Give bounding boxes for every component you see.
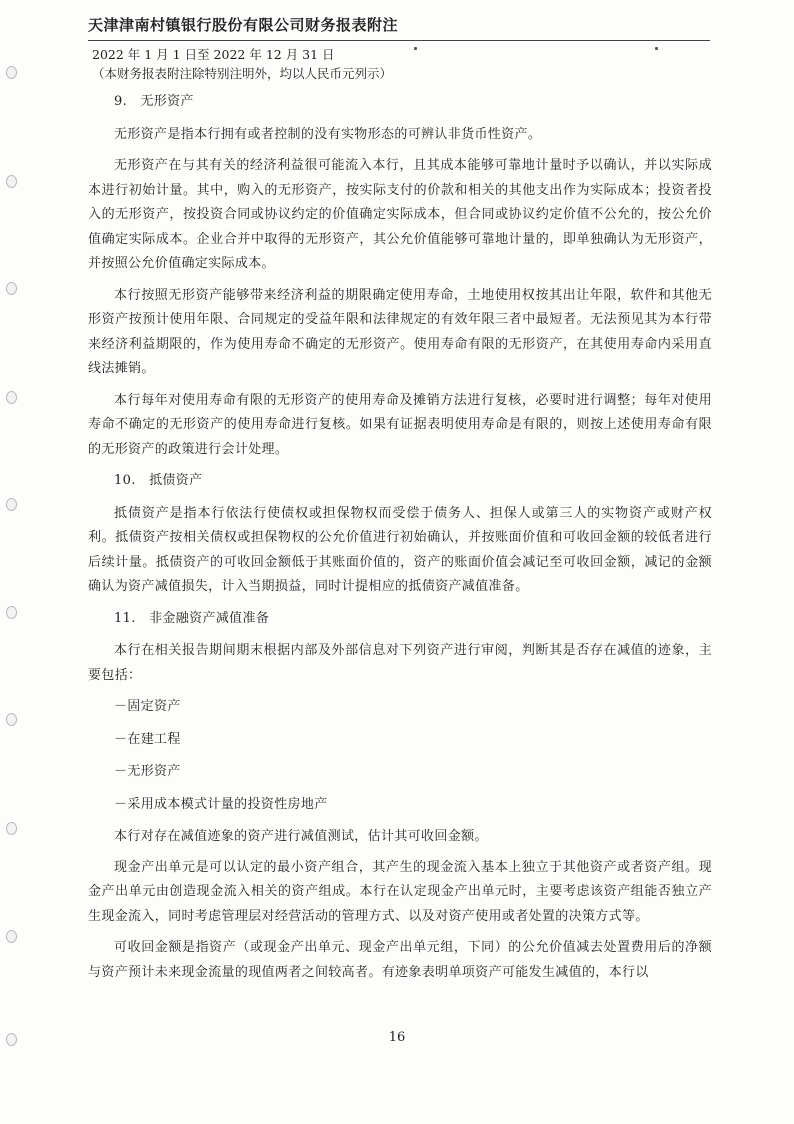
punch-hole-icon — [6, 822, 17, 835]
currency-note: （本财务报表附注除特别注明外，均以人民币元列示） — [92, 66, 393, 81]
punch-hole-icon — [6, 606, 17, 619]
header-divider — [88, 40, 710, 41]
paragraph: 本行对存在减值迹象的资产进行减值测试，估计其可收回金额。 — [114, 829, 488, 844]
scan-speck — [414, 47, 417, 50]
paragraph: 现金产出单元是可以认定的最小资产组合，其产生的现金流入基本上独立于其他资产或者资产组。现金产出单元由创造现金流入相关的资产组成。本行在认定现金产出单元时，主要考虑该资产组能否独立产生现金流入，同时考虑管理层对经营活动的管理方式、以及对资产使用或者处置的决策方式等。 — [88, 859, 712, 924]
punch-hole-icon — [6, 282, 17, 295]
punch-hole-icon — [6, 175, 17, 188]
punch-hole-icon — [6, 66, 17, 79]
list-item: －无形资产 — [114, 764, 181, 779]
report-header — [88, 14, 708, 36]
report-period: 2022 年 1 月 1 日至 2022 年 12 月 31 日 — [92, 47, 335, 62]
report-title: 天津津南村镇银行股份有限公司财务报表附注 — [88, 16, 399, 34]
list-item: －在建工程 — [114, 731, 181, 747]
punch-hole-icon — [6, 498, 17, 511]
paragraph: 本行按照无形资产能够带来经济利益的期限确定使用寿命，土地使用权按其出让年限，软件和其他无形资产按预计使用年限、合同规定的受益年限和法律规定的有效年限三者中最短者。无法预见其为本行带来经济利益期限的，作为使用寿命不确定的无形资产。使用寿命有限的无形资产，在其使用寿命内采用直线法摊销。 — [88, 287, 712, 376]
document-body — [88, 90, 712, 992]
punch-hole-icon — [6, 391, 17, 404]
page-number: 16 — [388, 1030, 406, 1045]
paragraph: 抵债资产是指本行依法行使债权或担保物权而受偿于债务人、担保人或第三人的实物资产或财产权利。抵债资产按相关债权或担保物权的公允价值进行初始确认，并按账面价值和可收回金额的较低者进行后续计量。抵债资产的可收回金额低于其账面价值的，资产的账面价值会减记至可收回金额，减记的金额确认为资产减值损失，计入当期损益，同时计提相应的抵债资产减值准备。 — [88, 505, 712, 594]
list-item: －固定资产 — [114, 699, 181, 714]
paragraph: 无形资产是指本行拥有或者控制的没有实物形态的可辨认非货币性资产。 — [114, 126, 542, 142]
paragraph: 本行每年对使用寿命有限的无形资产的使用寿命及摊销方法进行复核，必要时进行调整；每年对使用寿命不确定的无形资产的使用寿命进行复核。如果有证据表明使用寿命是有限的，则按上述使用寿命有限的无形资产的政策进行会计处理。 — [88, 392, 712, 457]
scan-speck — [655, 47, 658, 50]
section-heading-intangible-assets: 9. 无形资产 — [114, 94, 194, 109]
paragraph: 本行在相关报告期间期末根据内部及外部信息对下列资产进行审阅，判断其是否存在减值的迹象，主要包括： — [88, 643, 712, 683]
section-heading-asset-impairment: 11. 非金融资产减值准备 — [114, 610, 270, 626]
section-heading-foreclosed-assets: 10. 抵债资产 — [114, 473, 203, 488]
paragraph: 无形资产在与其有关的经济利益很可能流入本行，且其成本能够可靠地计量时予以确认，并以实际成本进行初始计量。其中，购入的无形资产，按实际支付的价款和相关的其他支出作为实际成本；投资者投入的无形资产，按投资合同或协议约定的价值确定实际成本，但合同或协议约定价值不公允的，按公允价值确定实际成本。企业合并中取得的无形资产，其公允价值能够可靠地计量的，即单独确认为无形资产，并按照公允价值确定实际成本。 — [88, 158, 712, 271]
list-item: －采用成本模式计量的投资性房地产 — [114, 796, 328, 812]
punch-hole-icon — [6, 713, 17, 726]
paragraph: 可收回金额是指资产（或现金产出单元、现金产出单元组，下同）的公允价值减去处置费用后的净额与资产预计未来现金流量的现值两者之间较高者。有迹象表明单项资产可能发生减值的，本行以 — [88, 940, 712, 980]
punch-hole-icon — [6, 930, 17, 943]
